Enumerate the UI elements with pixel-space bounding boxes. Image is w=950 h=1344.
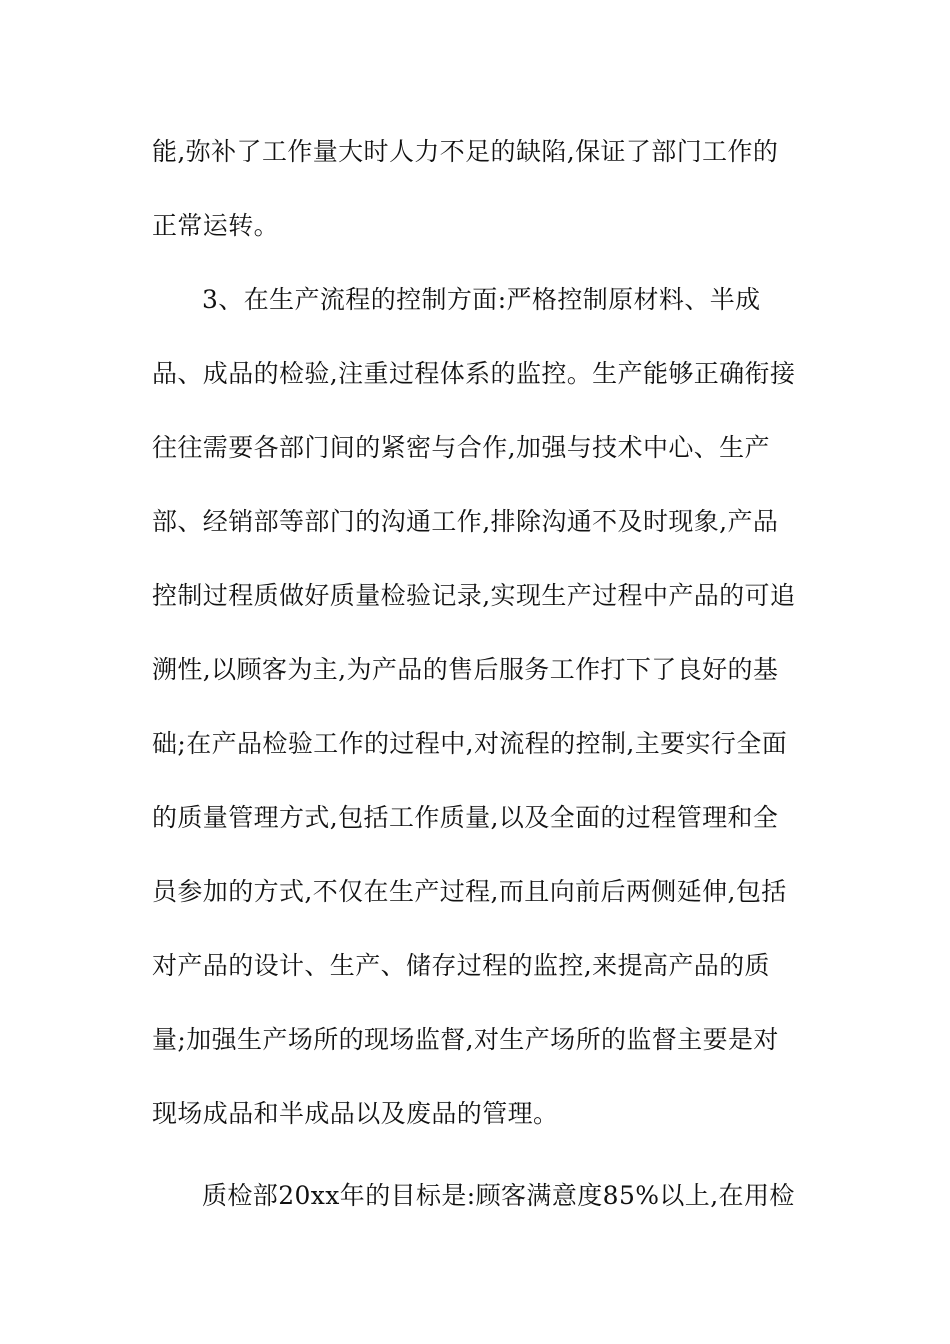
text-line: 现场成品和半成品以及废品的管理。 (152, 1099, 559, 1128)
text-line: 控制过程质做好质量检验记录,实现生产过程中产品的可追 (152, 581, 796, 610)
text-line: 品、成品的检验,注重过程体系的监控。生产能够正确衔接 (152, 359, 796, 388)
text-line: 础;在产品检验工作的过程中,对流程的控制,主要实行全面 (152, 729, 788, 758)
paragraph-start-line: 质检部20xx年的目标是:顾客满意度85%以上,在用检 (202, 1181, 795, 1210)
text-line: 部、经销部等部门的沟通工作,排除沟通不及时现象,产品 (152, 507, 779, 536)
text-line: 员参加的方式,不仅在生产过程,而且向前后两侧延伸,包括 (152, 877, 787, 906)
paragraph-start-line: 3、在生产流程的控制方面:严格控制原材料、半成 (202, 285, 761, 314)
text-line: 能,弥补了工作量大时人力不足的缺陷,保证了部门工作的 (152, 137, 779, 166)
text-line: 溯性,以顾客为主,为产品的售后服务工作打下了良好的基 (152, 655, 779, 684)
text-line: 的质量管理方式,包括工作质量,以及全面的过程管理和全 (152, 803, 779, 832)
text-line: 正常运转。 (152, 211, 280, 240)
text-line: 量;加强生产场所的现场监督,对生产场所的监督主要是对 (152, 1025, 779, 1054)
text-line: 对产品的设计、生产、储存过程的监控,来提高产品的质 (152, 951, 770, 980)
text-line: 往往需要各部门间的紧密与合作,加强与技术中心、生产 (152, 433, 770, 462)
